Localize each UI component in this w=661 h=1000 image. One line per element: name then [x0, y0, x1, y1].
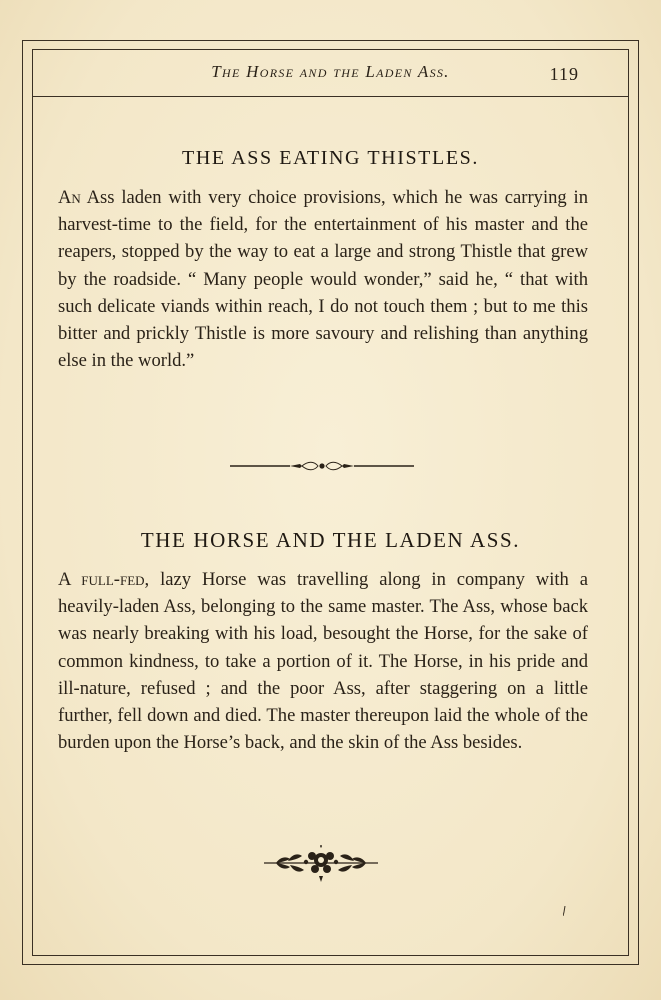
running-head-rule: [32, 96, 629, 97]
fable-body-horse-and-laden-ass: [58, 566, 588, 756]
fable-body-ass-eating-thistles: [58, 184, 588, 374]
fable-body-text: Ass laden with very choice provisions, which he was carrying in harvest-time to the field, for the entertainment of his master and the reapers, stopped by the way to eat a large and strong Thistle that grew by the roadside. “ Many people would wonder,” said he, “ that with such delicate viands within reach, I do not touch them ; but to me this bitter and prickly Thistle is more savoury and relishing than anything else in the world.”: [58, 187, 588, 372]
fable-lead-word: An: [58, 187, 81, 208]
running-head: [32, 62, 629, 92]
fable-body-text: lazy Horse was travelling along in company with a heavily-laden Ass, belonging to the same master. The Ass, whose back was nearly breaking with his load, besought the Horse, for the sake of common kindness, to take a portion of it. The Horse, in his pride and ill-nature, refused ; and the poor Ass, after staggering on a little further, fell down and died. The master thereupon laid the whole of the burden upon the Horse’s back, and the skin of the Ass besides.: [58, 569, 588, 754]
page-number: 119: [549, 64, 579, 84]
fable-title-ass-eating-thistles: THE ASS EATING THISTLES.: [182, 147, 479, 169]
running-head-title: The Horse and the Laden Ass.: [211, 62, 450, 81]
fable-lead-word: A full-fed,: [58, 569, 150, 590]
fable-title-horse-and-laden-ass: THE HORSE AND THE LADEN ASS.: [140, 528, 521, 552]
floral-vignette-icon: [262, 842, 380, 884]
paper-blemish: [563, 906, 566, 916]
ornamental-divider: [230, 458, 414, 474]
